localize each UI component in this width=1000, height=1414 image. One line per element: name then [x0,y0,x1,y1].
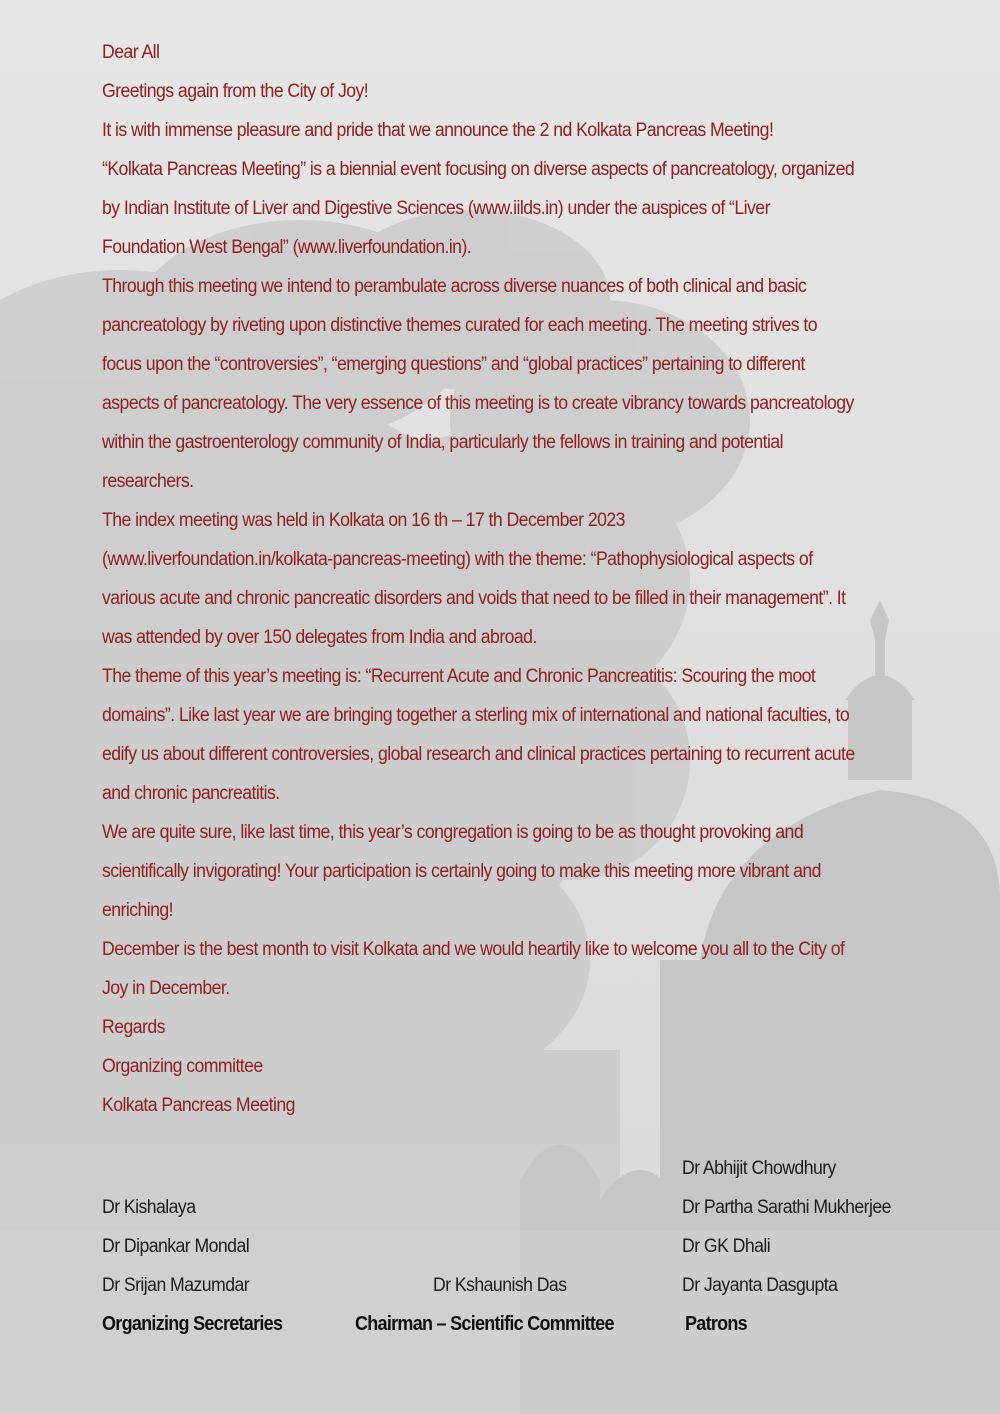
secretaries-role-label: Organizing Secretaries [102,1313,283,1335]
closing-meeting-name: Kolkata Pancreas Meeting [102,1095,295,1116]
secretary-name: Dr Srijan Mazumdar [102,1275,250,1296]
greeting-line: Greetings again from the City of Joy! [102,81,369,102]
event-description-paragraph: “Kolkata Pancreas Meeting” is a biennial event focusing on diverse aspects of pancreatology, organized by Indian Institute of Liver and Digestive Sciences (www.iilds.in) under the auspices of “Liver Foundation West Bengal” (www.liverfoundation.in). [102,159,855,258]
chairman-name: Dr Kshaunish Das [433,1275,567,1296]
announcement-line: It is with immense pleasure and pride that we announce the 2 nd Kolkata Pancreas Meeting! [102,120,774,141]
salutation: Dear All [102,42,160,63]
chairman-role-label: Chairman – Scientific Committee [355,1313,614,1335]
closing-committee: Organizing committee [102,1056,263,1077]
secretary-name: Dr Kishalaya [102,1197,196,1218]
patron-name: Dr Abhijit Chowdhury [682,1158,836,1179]
meeting-intent-paragraph: Through this meeting we intend to perambulate across diverse nuances of both clinical and basic pancreatology by riveting upon distinctive themes curated for each meeting. The meeting strives to focus upon the “controversies”, “emerging questions” and “global practices” pertaining to different aspects of pancreatology. The very essence of this meeting is to create vibrancy towards pancreatology within the gastroenterology community of India, particularly the fellows in training and potential researchers. [102,276,854,492]
secretary-name: Dr Dipankar Mondal [102,1236,250,1257]
invitation-paragraph: December is the best month to visit Kolkata and we would heartily like to welcome you all to the City of Joy in December. [102,939,845,999]
closing-regards: Regards [102,1017,165,1038]
patron-name: Dr Partha Sarathi Mukherjee [682,1197,891,1218]
patrons-role-label: Patrons [685,1313,747,1335]
index-meeting-paragraph: The index meeting was held in Kolkata on 16 th – 17 th December 2023 (www.liverfoundation.in/kolkata-pancreas-meeting) with the theme: “Pathophysiological aspects of various acute and chronic pancreatic disorders and voids that need to be filled in their management”. It was attended by over 150 delegates from India and abroad. [102,510,846,648]
participation-paragraph: We are quite sure, like last time, this year’s congregation is going to be as thought provoking and scientifically invigorating! Your participation is certainly going to make this meeting more vibrant and enriching! [102,822,821,921]
patron-name: Dr GK Dhali [682,1236,771,1257]
theme-paragraph: The theme of this year’s meeting is: “Recurrent Acute and Chronic Pancreatitis: Scouring the moot domains”. Like last year we are bringing together a sterling mix of international and national faculties, to edify us about different controversies, global research and clinical practices pertaining to recurrent acute and chronic pancreatitis. [102,666,855,804]
letter-body [102,33,855,1125]
patron-name: Dr Jayanta Dasgupta [682,1275,838,1296]
